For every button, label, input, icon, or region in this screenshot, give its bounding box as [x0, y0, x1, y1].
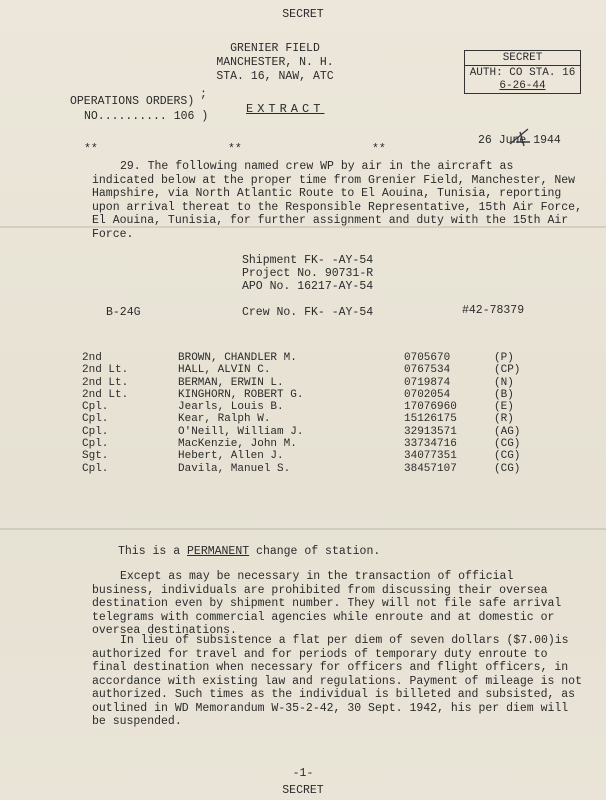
crew-position: (R) — [494, 413, 514, 426]
crew-table — [82, 352, 554, 475]
table-row — [82, 463, 554, 475]
crew-serial: 0702054 — [404, 388, 451, 401]
paragraph-per-diem: In lieu of subsistence a flat per diem of seven dollars ($7.00)is authorized for travel and for periods of temporary duty enroute to final destination when necessary for officers and flight officers, in accordance with existing law and regulations. Payment of mileage is not authorized. Such times as the individual is billeted and subsisted, as outlined in WD Memorandum W-35-2-42, 30 Sept. 1942, his per diem will be suspended. — [92, 634, 582, 728]
shipment-number: Shipment FK- -AY-54 — [242, 254, 374, 267]
authorization-box — [464, 50, 581, 94]
orders-date: 26 June 1944 — [478, 134, 561, 147]
orders-semicolon: ; — [200, 88, 207, 101]
separator-stars: ** — [228, 143, 242, 156]
crew-name: Kear, Ralph W. — [178, 413, 271, 426]
table-row — [82, 389, 554, 401]
table-row — [82, 401, 554, 413]
crew-name: Jearls, Louis B. — [178, 401, 284, 414]
crew-name: BROWN, CHANDLER M. — [178, 352, 297, 364]
orders-number: NO.......... 106 ) — [84, 110, 209, 123]
fold-line — [0, 528, 606, 530]
auth-box-date: 6-26-44 — [499, 80, 546, 92]
permanent-word: PERMANENT — [187, 545, 250, 558]
crew-rank: Cpl. — [82, 425, 109, 438]
crew-rank: Cpl. — [82, 401, 109, 414]
table-row — [82, 426, 554, 438]
extract-title: EXTRACT — [246, 102, 325, 116]
project-number: Project No. 90731-R — [242, 267, 374, 280]
crew-position: (CG) — [494, 450, 521, 463]
crew-position: (CG) — [494, 438, 521, 451]
crew-position: (N) — [494, 376, 514, 389]
header-line-1: GRENIER FIELD — [230, 42, 320, 55]
operations-orders-label: OPERATIONS ORDERS) — [70, 95, 195, 108]
crew-rank: Cpl. — [82, 462, 109, 475]
aircraft-serial: #42-78379 — [462, 304, 525, 317]
crew-serial: 34077351 — [404, 450, 457, 463]
crew-serial: 32913571 — [404, 425, 457, 438]
crew-rank: 2nd Lt. — [82, 376, 129, 389]
apo-number: APO No. 16217-AY-54 — [242, 280, 374, 293]
crew-name: Hebert, Allen J. — [178, 450, 284, 463]
paragraph-29: 29. The following named crew WP by air in the aircraft as indicated below at the proper time from Grenier Field, Manchester, New Hampshire, via North Atlantic Route to El Aouina, Tunisia, reporting upon arrival thereat to the Responsible Representative, 15th Air Force, El Aouina, Tunisia, for further assignment and duty with the 15th Air Force. — [92, 160, 582, 241]
crew-name: HALL, ALVIN C. — [178, 364, 271, 377]
auth-box-divider — [465, 65, 580, 66]
crew-rank: 2nd — [82, 352, 102, 364]
crew-position: (B) — [494, 388, 514, 401]
permanent-text-after: change of station. — [249, 545, 381, 558]
crew-number: Crew No. FK- -AY-54 — [242, 306, 374, 319]
crew-position: (AG) — [494, 425, 521, 438]
table-row — [82, 377, 554, 389]
crew-serial: 33734716 — [404, 438, 457, 451]
header-line-2: MANCHESTER, N. H. — [216, 56, 334, 69]
page-number: -1- — [292, 767, 314, 780]
crew-rank: 2nd Lt. — [82, 388, 129, 401]
aircraft-type: B-24G — [106, 306, 141, 319]
crew-name: O'Neill, William J. — [178, 425, 304, 438]
crew-serial: 15126175 — [404, 413, 457, 426]
crew-name: Davila, Manuel S. — [178, 462, 291, 475]
crew-serial: 0705670 — [404, 352, 451, 364]
table-row — [82, 438, 554, 450]
crew-serial: 17076960 — [404, 401, 457, 414]
crew-serial: 38457107 — [404, 462, 457, 475]
crew-position: (E) — [494, 401, 514, 414]
crew-name: BERMAN, ERWIN L. — [178, 376, 284, 389]
paragraph-security: Except as may be necessary in the transaction of official business, individuals are prohibited from discussing their oversea destination even by shipment number. They will not file safe arrival telegrams with commercial agencies while enroute and at domestic or oversea destinations. — [92, 570, 562, 637]
separator-stars: ** — [372, 143, 386, 156]
separator-stars: ** — [84, 143, 98, 156]
crew-rank: Cpl. — [82, 438, 109, 451]
crew-name: KINGHORN, ROBERT G. — [178, 388, 304, 401]
crew-position: (CG) — [494, 462, 521, 475]
permanent-text-before: This is a — [118, 545, 188, 558]
auth-box-title: SECRET — [502, 52, 543, 64]
classification-top: SECRET — [282, 8, 324, 21]
crew-serial: 0719874 — [404, 376, 451, 389]
classification-bottom: SECRET — [282, 784, 324, 797]
table-row — [82, 450, 554, 462]
crew-rank: 2nd Lt. — [82, 364, 129, 377]
crew-serial: 0767534 — [404, 364, 451, 377]
crew-position: (CP) — [494, 364, 521, 377]
auth-box-authority: AUTH: CO STA. 16 — [469, 67, 576, 79]
crew-name: MacKenzie, John M. — [178, 438, 297, 451]
crew-rank: Sgt. — [82, 450, 109, 463]
crew-position: (P) — [494, 352, 514, 364]
table-row — [82, 364, 554, 376]
header-line-3: STA. 16, NAW, ATC — [216, 70, 334, 83]
permanent-change-statement — [118, 545, 380, 558]
table-row — [82, 352, 554, 364]
crew-rank: Cpl. — [82, 413, 109, 426]
table-row — [82, 413, 554, 425]
